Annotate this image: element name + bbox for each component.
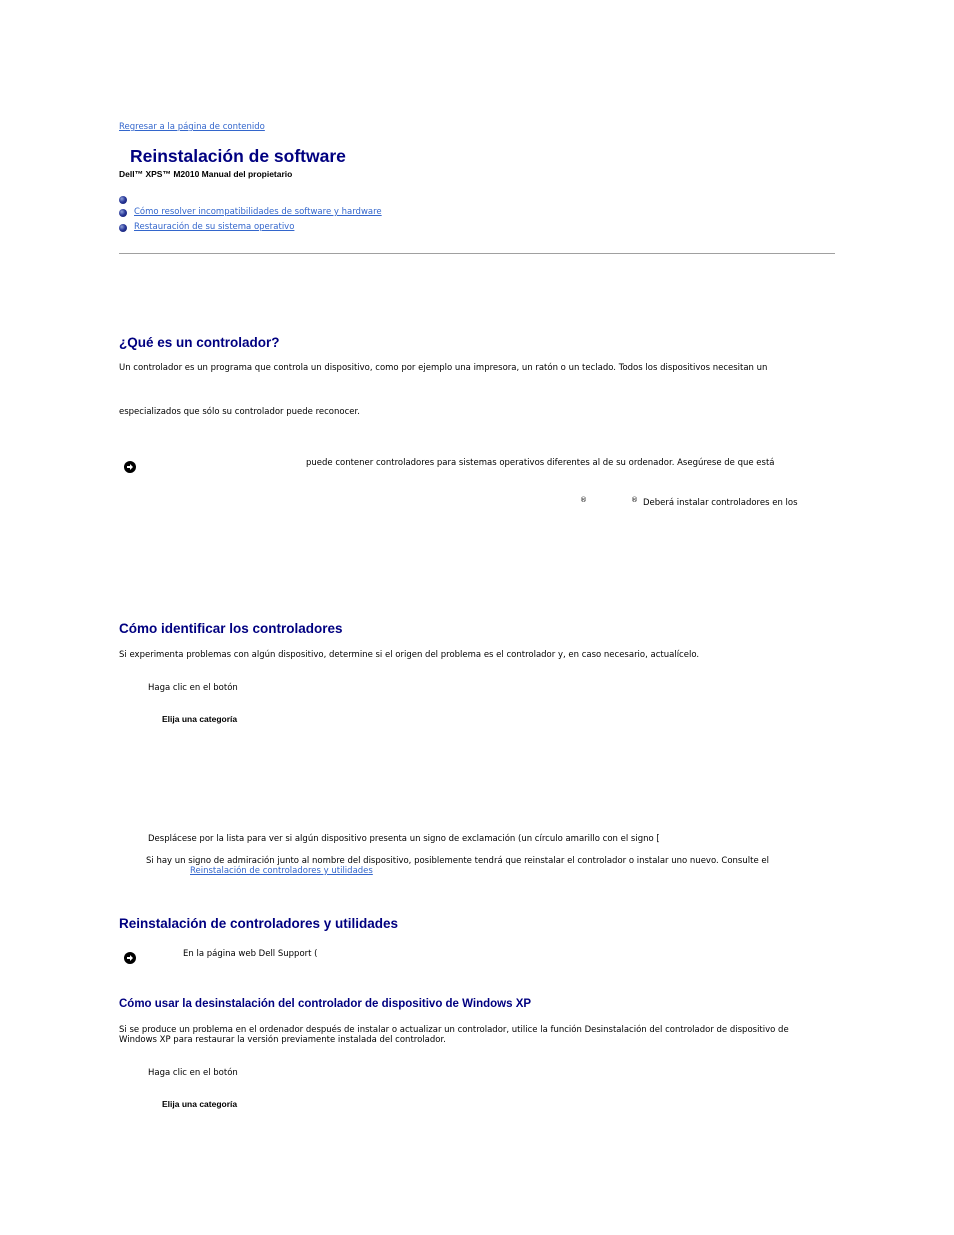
step-click-start: Haga clic en el botón <box>148 683 238 693</box>
toc-item-controllers-link[interactable] <box>134 193 198 204</box>
bullet-icon <box>119 196 127 204</box>
registered-mark: ® <box>580 496 587 504</box>
subheading-device-driver-rollback: Cómo usar la desinstalación del controlador de dispositivo de Windows XP <box>119 998 532 1010</box>
horizontal-divider <box>119 253 835 254</box>
step-click-start: Haga clic en el botón <box>148 1068 238 1078</box>
toc-item-restore-os-link[interactable]: Restauración de su sistema operativo <box>134 222 295 232</box>
exclamation-note: Si hay un signo de admiración junto al nombre del dispositivo, posiblemente tendrá que reinstalar el controlador o instalar uno nuevo. Consulte el <box>146 856 769 866</box>
driver-paragraph-line1: Un controlador es un programa que controla un dispositivo, como por ejemplo una impresora, un ratón o un teclado. Todos los dispositivos necesitan un <box>119 363 768 373</box>
section-heading-what-is-driver: ¿Qué es un controlador? <box>119 335 280 350</box>
step-choose-category: Elija una categoría <box>162 714 238 724</box>
manual-subtitle: Dell™ XPS™ M2010 Manual del propietario <box>119 169 293 179</box>
driver-paragraph-line2: especializados que sólo su controlador puede reconocer. <box>119 407 360 417</box>
toc-item-incompatibilities-link[interactable]: Cómo resolver incompatibilidades de software y hardware <box>134 207 382 217</box>
step-choose-category: Elija una categoría <box>162 1099 238 1109</box>
notice-icon <box>124 461 136 473</box>
identify-paragraph: Si experimenta problemas con algún dispositivo, determine si el origen del problema es el controlador y, en caso necesario, actualícelo. <box>119 650 700 660</box>
page-title: Reinstalación de software <box>130 146 346 166</box>
reinstall-drivers-link[interactable]: Reinstalación de controladores y utilidades <box>190 866 373 876</box>
section-heading-reinstall-drivers: Reinstalación de controladores y utilidades <box>119 916 399 931</box>
bullet-icon <box>119 224 127 232</box>
notice-text-line1: puede contener controladores para sistemas operativos diferentes al de su ordenador. Asegúrese de que está <box>306 458 775 468</box>
registered-mark: ® <box>631 496 638 504</box>
dell-support-notice: En la página web Dell Support ( <box>183 949 318 959</box>
notice-icon <box>124 952 136 964</box>
rollback-paragraph-line1: Si se produce un problema en el ordenador después de instalar o actualizar un controlador, utilice la función Desinstalación del controlador de dispositivo de <box>119 1025 789 1035</box>
bullet-icon <box>119 209 127 217</box>
section-heading-identify-drivers: Cómo identificar los controladores <box>119 621 343 636</box>
notice-text-line2: Deberá instalar controladores en los <box>643 498 798 508</box>
back-to-contents-link[interactable]: Regresar a la página de contenido <box>119 122 265 132</box>
rollback-paragraph-line2: Windows XP para restaurar la versión previamente instalada del controlador. <box>119 1035 446 1045</box>
step-scroll-list: Desplácese por la lista para ver si algún dispositivo presenta un signo de exclamación (un círculo amarillo con el signo [ <box>148 834 660 844</box>
